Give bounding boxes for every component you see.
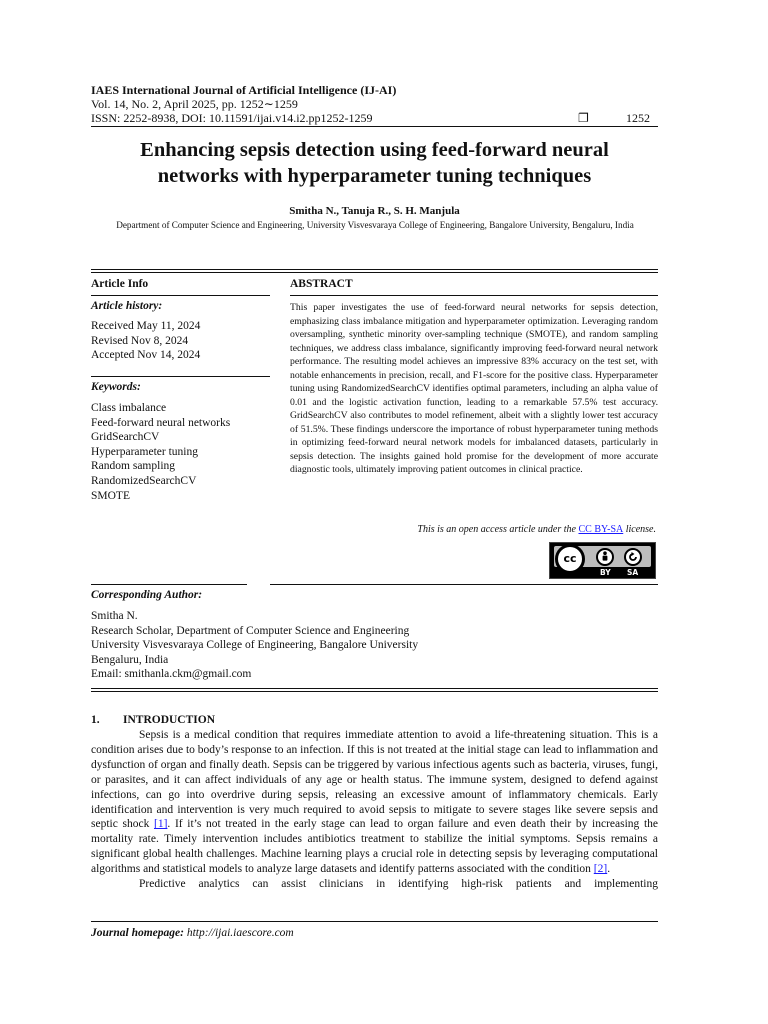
issn-line: ISSN: 2252-8938, DOI: 10.11591/ijai.v14.i2.pp1252-1259	[91, 111, 373, 125]
history-heading: Article history:	[91, 300, 163, 312]
corresponding-details	[91, 609, 418, 682]
keyword-item: GridSearchCV	[91, 431, 160, 444]
corr-institution: University Visvesvaraya College of Engineering, Bangalore University	[91, 639, 419, 652]
share-alike-icon	[624, 548, 642, 566]
abstract-text: This paper investigates the use of feed-forward neural networks for sepsis detection, emphasizing class imbalance mitigation and hyperparameter optimization. Leveraging random oversampling, synthetic minority over-sampling technique (SMOTE), and random sampling techniques, we address class imbalance, significantly improving feed-forward neural network performance. The resulting model achieves an impressive 83% accuracy on the test set, with notable enhancements in precision, recall, and F1-score for the positive class. Hyperparameter tuning using RandomizedSearchCV identifies optimal parameters, including an alpha value of 0.01 and the logistic activation function, leading to a remarkable 57.5% test accuracy. GridSearchCV also contributes to model refinement, albeit with a slightly lower test accuracy of 51.5%. These findings underscore the importance of robust hyperparameter tuning methods in optimizing feed-forward neural network models for imbalanced datasets, particularly in sepsis detection. The insights gained hold promise for the development of more accurate diagnostic tools, ultimately improving patient outcomes in clinical practice.	[290, 302, 658, 475]
section-number: 1.	[91, 714, 100, 726]
abstract-rule	[290, 295, 658, 296]
page-box-icon: ❐	[578, 111, 589, 125]
corresponding-rule-right	[270, 584, 658, 585]
history-list	[91, 319, 200, 363]
article-info-rule	[91, 295, 270, 296]
keyword-item: Class imbalance	[91, 402, 167, 414]
paper-title	[91, 137, 658, 189]
article-info-heading: Article Info	[91, 278, 149, 290]
corr-location: Bengaluru, India	[91, 653, 169, 666]
keywords-rule	[91, 376, 270, 377]
cc-by-sa-link[interactable]: CC BY-SA	[578, 524, 624, 535]
title-line-1: Enhancing sepsis detection using feed-forward neural	[140, 139, 609, 161]
sa-label: SA	[627, 568, 639, 577]
corresponding-rule-left	[91, 584, 247, 585]
keyword-item: Hyperparameter tuning	[91, 445, 198, 458]
keyword-item: Random sampling	[91, 460, 176, 473]
cc-logo-icon: cc	[555, 544, 585, 574]
history-received: Received May 11, 2024	[91, 320, 201, 332]
corr-position: Research Scholar, Department of Computer Science and Engineering	[91, 624, 410, 637]
intro-p1-part-a: Sepsis is a medical condition that requires immediate attention to avoid a life-threatening situation. This is a condition arises due to body’s response to an infection. If this is not treated at the initial stage can lead to inflammation and dysfunction of organ and finally death. Sepsis can be triggered by various infectious agents such as bacteria, viruses, fungi, or parasites, and it can affect individuals of any age or health status. The immune system, designed to defend against infections, can go into overdrive during sepsis, releasing an excessive amount of inflammatory chemicals. Early identification and intervention is very much required to avoid sepsis to mitigate to severe stages like severe sepsis and septic shock	[91, 729, 658, 831]
abstract-heading: ABSTRACT	[290, 278, 353, 290]
title-line-2: networks with hyperparameter tuning techniques	[157, 165, 592, 187]
keywords-list	[91, 401, 230, 503]
double-rule-bottom-b	[91, 691, 658, 692]
journal-name: IAES International Journal of Artificial Intelligence (IJ-AI)	[91, 83, 397, 97]
keyword-item: Feed-forward neural networks	[91, 416, 231, 429]
homepage-label: Journal homepage:	[91, 927, 184, 939]
corr-email: Email: smithanla.ckm@gmail.com	[91, 668, 252, 681]
person-icon	[596, 548, 614, 566]
section-title: INTRODUCTION	[123, 714, 216, 726]
person-glyph-icon	[598, 550, 612, 564]
history-accepted: Accepted Nov 14, 2024	[91, 349, 201, 362]
journal-homepage	[91, 927, 294, 939]
page-number: 1252	[626, 111, 650, 125]
authors: Smitha N., Tanuja R., S. H. Manjula	[289, 205, 460, 217]
license-text-after: license.	[623, 524, 656, 535]
double-rule-top-b	[91, 272, 658, 273]
volume-line: Vol. 14, No. 2, April 2025, pp. 1252∼1259	[91, 97, 298, 111]
introduction-body	[91, 728, 658, 892]
affiliation: Department of Computer Science and Engineering, University Visvesvaraya College of Engineering, Bangalore University, Bengaluru, India	[116, 220, 634, 230]
section-heading	[91, 714, 215, 726]
double-rule-bottom-a	[91, 688, 658, 689]
homepage-url[interactable]: http://ijai.iaescore.com	[183, 927, 294, 939]
corr-name: Smitha N.	[91, 610, 138, 622]
double-rule-top-a	[91, 269, 658, 270]
intro-p1-part-c: .	[607, 863, 611, 876]
intro-paragraph-1	[91, 728, 658, 877]
share-alike-glyph-icon	[626, 550, 640, 564]
citation-2-link[interactable]: [2]	[593, 863, 608, 876]
history-revised: Revised Nov 8, 2024	[91, 334, 189, 347]
keyword-item: SMOTE	[91, 489, 130, 502]
keywords-heading: Keywords:	[91, 381, 141, 393]
corresponding-heading: Corresponding Author:	[91, 589, 203, 601]
header-rule	[91, 126, 658, 127]
intro-paragraph-2: Predictive analytics can assist clinicians in identifying high-risk patients and implementing	[139, 878, 658, 891]
citation-1-link[interactable]: [1]	[153, 818, 168, 831]
license-statement	[290, 524, 656, 535]
intro-p1-part-b: . If it’s not treated in the early stage can lead to organ failure and even death their by increasing the mortality rate. Timely intervention includes antibiotics treatment to stabilize the initial symptoms. Sepsis remains a significant global health challenges. Machine learning plays a crucial role in detecting sepsis by leveraging computational algorithms and statistical models to analyze large datasets and identify patterns associated with the condition	[91, 818, 658, 876]
by-label: BY	[600, 568, 611, 577]
license-text-before: This is an open access article under the	[417, 524, 579, 535]
cc-license-badge[interactable]	[549, 542, 656, 579]
footer-rule	[91, 921, 658, 922]
keyword-item: RandomizedSearchCV	[91, 474, 197, 487]
